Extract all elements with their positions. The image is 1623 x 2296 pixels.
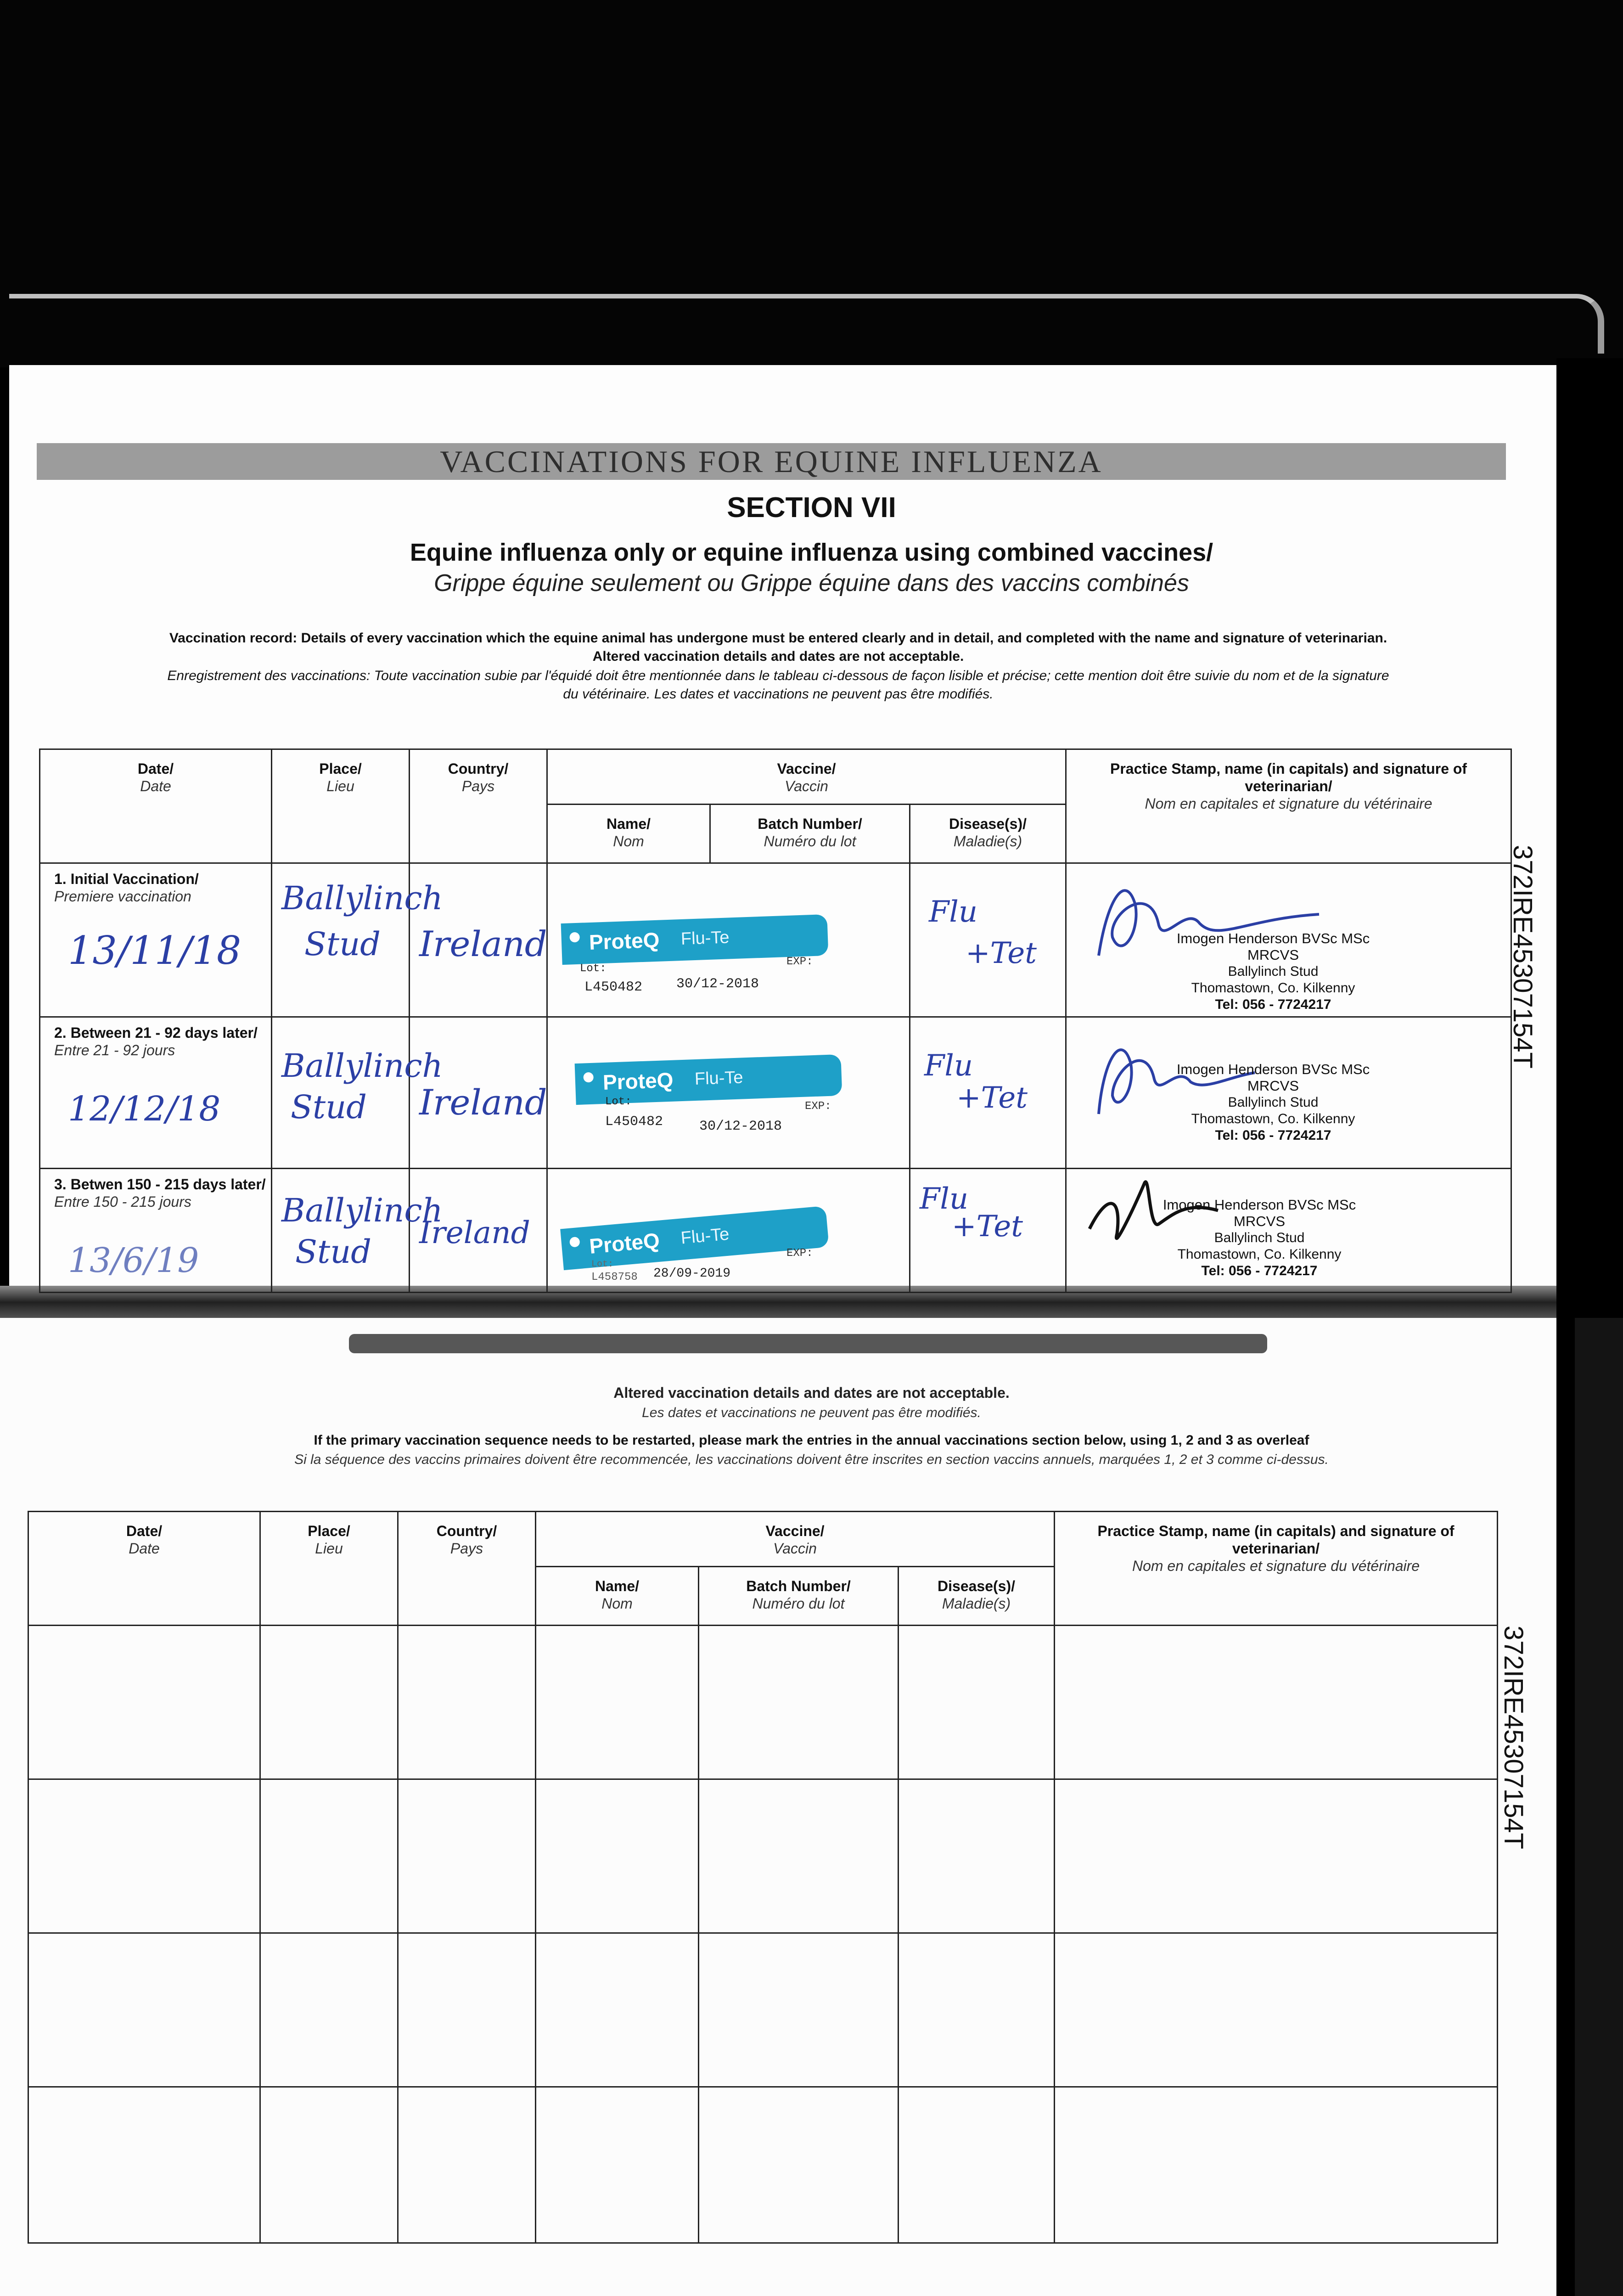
handwritten-date: 12/12/18 [68,1089,221,1129]
handwritten-disease-2: +Tet [956,1081,1028,1115]
header-date: Date/ Date [28,1512,260,1626]
smeared-warning: Altered vaccination details and dates are not acceptable. [613,1384,1010,1401]
header-country: Country/ Pays [398,1512,536,1626]
handwritten-disease-2: +Tet [952,1210,1023,1244]
vet-name: Imogen Henderson BVSc MSc MRCVS [1176,1061,1370,1094]
place-cell [272,1017,443,1169]
vet-town: Thomastown, Co. Kilkenny [1191,980,1355,996]
vet-practice: Ballylinch Stud [1228,964,1319,979]
header-practice-stamp: Practice Stamp, name (in capitals) and signature of veterinarian/ Nom en capitales et signature du vétérinaire [1055,1512,1498,1626]
smeared-warning-fr: Les dates et vaccinations ne peuvent pas être modifiés. [642,1405,981,1420]
smeared-banner [349,1334,1267,1353]
handwritten-place-2: Stud [291,1088,367,1126]
row-label: 3. Betwen 150 - 215 days later/ Entre 150 - 215 jours 13/6/19 [40,1169,272,1293]
vaccine-brand-sub: Flu-Te [680,1224,730,1248]
vet-stamp [1168,930,1379,1013]
table-row [28,1933,1498,2087]
vet-practice: Ballylinch Stud [1228,1095,1319,1110]
row-label: 2. Between 21 - 92 days later/ Entre 21 - 92 jours 12/12/18 [40,1017,272,1169]
table-row [28,1626,1498,1779]
lot-number: L450482 [584,979,643,995]
lot-number: L450482 [605,1114,663,1130]
banner-title: VACCINATIONS FOR EQUINE INFLUENZA [440,444,1103,479]
lot-label: Lot: [605,1096,632,1108]
table-row [40,863,1511,1017]
handwritten-country: Ireland [419,1082,547,1123]
vet-tel: Tel: 056 - 7724217 [1201,1263,1318,1278]
vaccine-brand: ProteQ [588,1228,661,1258]
header-batch-number: Batch Number/ Numéro du lot [710,805,910,863]
lot-expiry: 30/12-2018 [676,976,759,992]
stamp-cell [1066,1169,1511,1293]
country-cell [410,863,547,1017]
exp-label: EXP: [786,956,813,968]
vet-town: Thomastown, Co. Kilkenny [1191,1111,1355,1126]
header-practice-stamp: Practice Stamp, name (in capitals) and signature of veterinarian/ Nom en capitales et signature du vétérinaire [1066,749,1511,863]
disease-cell [910,1169,1066,1293]
header-country: Country/ Pays [410,749,547,863]
header-disease: Disease(s)/ Maladie(s) [910,805,1066,863]
table-row [28,2087,1498,2243]
disease-cell [910,1017,1066,1169]
stamp-cell [1066,863,1511,1017]
restart-instructions-fr: Si la séquence des vaccins primaires doivent être recommencée, les vaccinations doivent être inscrites en section vaccins annuels, marquées 1, 2 et 3 comme ci-dessus. [294,1452,1329,1467]
sticker-arrow-icon [583,1072,594,1083]
vet-town: Thomastown, Co. Kilkenny [1177,1247,1342,1262]
restart-instructions-en: If the primary vaccination sequence needs to be restarted, please mark the entries in the annual vaccinations section below, using 1, 2 and 3 as overleaf [314,1433,1309,1448]
record-instructions-fr: Enregistrement des vaccinations: Toute vaccination subie par l'équidé doit être mentionnée dans le tableau ci-dessous de façon lisible et précise; cette mention doit être suivie du nom et de la signature [167,668,1389,683]
place-cell [272,863,443,1017]
vet-stamp [1154,1197,1365,1279]
handwritten-place: Ballylinch [281,1047,443,1085]
header-date: Date/ Date [40,749,272,863]
lot-expiry: 28/09-2019 [653,1266,731,1281]
vet-tel: Tel: 056 - 7724217 [1215,997,1331,1012]
vet-name: Imogen Henderson BVSc MSc MRCVS [1176,930,1370,963]
header-vaccine: Vaccine/ Vaccin [536,1512,1055,1567]
passport-id-side: 372IRE45307154T [1508,845,1538,1069]
handwritten-country: Ireland [419,1215,530,1250]
handwritten-country: Ireland [419,923,547,964]
header-place: Place/ Lieu [260,1512,398,1626]
vet-practice: Ballylinch Stud [1214,1230,1305,1245]
subtitle-french: Grippe équine seulement ou Grippe équine dans des vaccins combinés [434,570,1189,597]
country-cell [410,1017,547,1169]
table-row [28,1779,1498,1933]
disease-cell [910,863,1066,1017]
record-warning-en: Altered vaccination details and dates are not acceptable. [592,649,964,664]
vaccine-brand-sub: Flu-Te [680,928,730,949]
header-vaccine-name: Name/ Nom [547,805,710,863]
lot-label: Lot: [580,962,607,975]
vet-stamp [1168,1061,1379,1144]
handwritten-disease: Flu [924,1049,973,1083]
exp-label: EXP: [805,1100,831,1113]
sticker-arrow-icon [569,932,580,943]
handwritten-date: 13/11/18 [68,928,241,973]
sticker-arrow-icon [569,1237,580,1248]
passport-id-side-lower: 372IRE45307154T [1499,1626,1528,1849]
record-instructions-fr-cont: du vétérinaire. Les dates et vaccinations ne peuvent pas être modifiés. [563,687,994,702]
handwritten-place: Ballylinch [281,879,443,917]
vaccine-sticker-cell [547,1017,910,1169]
stamp-cell [1066,1017,1511,1169]
place-cell [272,1169,443,1293]
handwritten-place-2: Stud [304,925,381,963]
handwritten-date: 13/6/19 [68,1241,199,1280]
vaccine-sticker-cell [547,1169,910,1293]
handwritten-disease-2: +Tet [966,936,1037,970]
header-vaccine-name: Name/ Nom [536,1567,699,1626]
vaccine-brand-sub: Flu-Te [694,1068,744,1089]
section-banner [37,443,1506,480]
vaccine-sticker-cell [547,863,910,1017]
exp-label: EXP: [786,1247,813,1260]
row-label: 1. Initial Vaccination/ Premiere vaccination 13/11/18 [40,863,272,1017]
header-place: Place/ Lieu [272,749,410,863]
subtitle-english: Equine influenza only or equine influenza using combined vaccines/ [410,539,1213,566]
handwritten-disease: Flu [920,1182,969,1216]
handwritten-place-2: Stud [295,1233,371,1271]
lot-number: L458758 [591,1271,638,1283]
vaccination-table [39,748,1512,1293]
country-cell [410,1169,547,1293]
section-title: SECTION VII [727,492,896,523]
passport-cover-edge [9,294,1604,354]
vaccine-brand: ProteQ [602,1068,674,1095]
table-row [40,1169,1511,1293]
vet-tel: Tel: 056 - 7724217 [1215,1128,1331,1143]
vaccine-brand: ProteQ [589,928,660,955]
annual-vaccination-table [28,1511,1498,2244]
vet-name: Imogen Henderson BVSc MSc MRCVS [1162,1197,1356,1229]
header-disease: Disease(s)/ Maladie(s) [899,1567,1055,1626]
header-vaccine: Vaccine/ Vaccin [547,749,1066,805]
record-instructions-en: Vaccination record: Details of every vaccination which the equine animal has undergone must be entered clearly and in detail, and completed with the name and signature of veterinarian. [169,630,1387,646]
table-row [40,1017,1511,1169]
handwritten-place: Ballylinch [281,1192,443,1229]
handwritten-disease: Flu [929,895,978,929]
lot-label: Lot: [591,1259,614,1270]
lot-expiry: 30/12-2018 [699,1119,782,1134]
header-batch-number: Batch Number/ Numéro du lot [699,1567,899,1626]
